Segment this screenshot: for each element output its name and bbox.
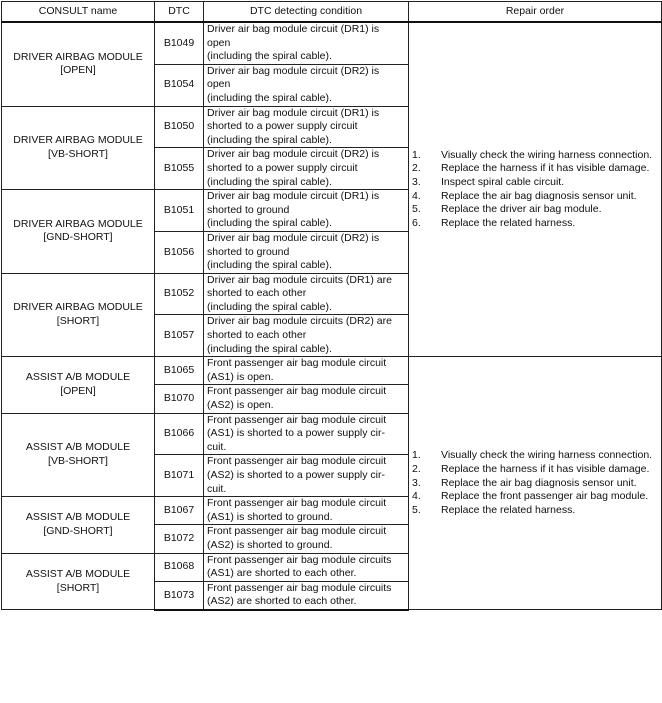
detecting-condition-cell	[204, 413, 409, 455]
condition-line: (AS1) is open.	[207, 370, 274, 383]
dtc-code-cell: B1071	[155, 455, 204, 497]
dtc-code-cell: B1051	[155, 190, 204, 232]
repair-step	[412, 463, 658, 477]
condition-line: (including the spiral cable).	[207, 259, 332, 272]
condition-line: (AS2) is open.	[207, 399, 274, 412]
condition-line: shorted to each other	[207, 287, 307, 300]
consult-name-line: DRIVER AIRBAG MODULE	[13, 217, 143, 230]
repair-step-text: Replace the harness if it has visible damage.	[441, 162, 650, 175]
repair-steps-list	[412, 449, 658, 517]
condition-line: (including the spiral cable).	[207, 342, 332, 355]
condition-line: Driver air bag module circuit (DR1) is	[207, 23, 380, 35]
repair-step-text: Replace the harness if it has visible damage.	[441, 462, 650, 475]
repair-step-number: 5.	[412, 203, 421, 216]
condition-line: (including the spiral cable).	[207, 91, 332, 104]
condition-line: (including the spiral cable).	[207, 133, 332, 146]
dtc-code-cell: B1072	[155, 525, 204, 553]
condition-line: (including the spiral cable).	[207, 50, 332, 63]
repair-step	[412, 504, 658, 518]
detecting-condition-cell	[204, 231, 409, 273]
detecting-condition-cell	[204, 357, 409, 385]
consult-name-line: [VB-SHORT]	[48, 454, 108, 467]
dtc-code-cell: B1050	[155, 106, 204, 148]
detecting-condition-cell	[204, 315, 409, 357]
consult-name-line: [OPEN]	[60, 384, 96, 397]
repair-step-number: 1.	[412, 148, 421, 161]
dtc-code-cell: B1056	[155, 231, 204, 273]
condition-line: shorted to each other	[207, 329, 307, 342]
header-consult-name: CONSULT name	[2, 2, 155, 23]
condition-line: shorted to ground	[207, 245, 290, 258]
repair-step-text: Visually check the wiring harness connection.	[441, 148, 653, 161]
consult-name-line: [VB-SHORT]	[48, 147, 108, 160]
repair-step	[412, 149, 658, 163]
detecting-condition-cell	[204, 190, 409, 232]
repair-step	[412, 217, 658, 231]
condition-line: Front passenger air bag module circuit	[207, 497, 387, 510]
condition-line: shorted to a power supply circuit	[207, 161, 358, 174]
condition-line: Driver air bag module circuit (DR2) is	[207, 231, 380, 244]
consult-name-cell	[2, 413, 155, 497]
dtc-code-cell: B1055	[155, 148, 204, 190]
condition-line: Front passenger air bag module circuits	[207, 581, 392, 594]
condition-line: Front passenger air bag module circuit	[207, 385, 387, 398]
repair-step-number: 2.	[412, 462, 421, 475]
consult-name-cell	[2, 553, 155, 610]
condition-line: (AS1) is shorted to a power supply cir-	[207, 427, 385, 440]
table-row	[2, 22, 662, 64]
repair-step	[412, 490, 658, 504]
consult-name-line: ASSIST A/B MODULE	[25, 511, 131, 524]
condition-line: open	[207, 78, 231, 91]
condition-line: Driver air bag module circuit (DR2) is	[207, 64, 380, 77]
consult-name-line: [OPEN]	[60, 64, 96, 77]
table-body	[2, 22, 662, 610]
consult-name-cell	[2, 106, 155, 190]
consult-name-cell	[2, 497, 155, 553]
condition-line: (AS2) is shorted to a power supply cir-	[207, 469, 385, 481]
dtc-code-cell: B1073	[155, 581, 204, 610]
repair-step	[412, 449, 658, 463]
condition-line: shorted to a power supply circuit	[207, 120, 358, 133]
repair-step-number: 2.	[412, 162, 421, 175]
repair-step	[412, 477, 658, 491]
condition-line: shorted to ground	[207, 203, 290, 216]
header-row	[2, 2, 662, 23]
condition-line: cuit.	[207, 482, 227, 495]
repair-step-text: Inspect spiral cable circuit.	[441, 176, 565, 189]
repair-step-text: Visually check the wiring harness connection.	[441, 449, 653, 462]
dtc-code-cell: B1054	[155, 64, 204, 106]
consult-name-cell	[2, 190, 155, 274]
repair-step	[412, 176, 658, 190]
condition-line: Driver air bag module circuit (DR2) is	[207, 148, 380, 161]
consult-name-line: DRIVER AIRBAG MODULE	[13, 134, 143, 147]
detecting-condition-cell	[204, 581, 409, 610]
header-repair-order: Repair order	[409, 2, 662, 23]
condition-line: Driver air bag module circuit (DR1) is	[207, 190, 380, 203]
dtc-code-cell: B1065	[155, 357, 204, 385]
detecting-condition-cell	[204, 385, 409, 413]
condition-line: Front passenger air bag module circuit	[207, 455, 387, 468]
consult-name-cell	[2, 357, 155, 413]
consult-name-line: [GND-SHORT]	[43, 231, 113, 244]
detecting-condition-cell	[204, 497, 409, 525]
detecting-condition-cell	[204, 106, 409, 148]
detecting-condition-cell	[204, 273, 409, 315]
condition-line: (AS2) are shorted to each other.	[207, 595, 357, 608]
repair-step-text: Replace the air bag diagnosis sensor unit.	[441, 189, 637, 202]
consult-name-line: DRIVER AIRBAG MODULE	[13, 50, 143, 63]
consult-name-cell	[2, 273, 155, 357]
consult-name-line: ASSIST A/B MODULE	[25, 371, 131, 384]
detecting-condition-cell	[204, 148, 409, 190]
consult-name-line: [SHORT]	[56, 314, 100, 327]
repair-step-text: Replace the related harness.	[441, 503, 576, 516]
dtc-code-cell: B1052	[155, 273, 204, 315]
detecting-condition-cell	[204, 22, 409, 64]
condition-line: Front passenger air bag module circuits	[207, 553, 392, 566]
repair-step-text: Replace the front passenger air bag module.	[441, 490, 649, 503]
repair-steps-list	[412, 149, 658, 231]
detecting-condition-cell	[204, 525, 409, 553]
header-dtc: DTC	[155, 2, 204, 23]
repair-step-text: Replace the driver air bag module.	[441, 203, 602, 216]
detecting-condition-cell	[204, 553, 409, 581]
consult-name-line: ASSIST A/B MODULE	[25, 567, 131, 580]
dtc-table	[1, 1, 662, 611]
condition-line: open	[207, 36, 231, 49]
condition-line: (AS1) are shorted to each other.	[207, 567, 357, 580]
repair-step-number: 5.	[412, 503, 421, 516]
repair-step-text: Replace the air bag diagnosis sensor unit.	[441, 476, 637, 489]
repair-step	[412, 162, 658, 176]
repair-step-number: 3.	[412, 176, 421, 189]
condition-line: cuit.	[207, 440, 227, 453]
repair-step-text: Replace the related harness.	[441, 216, 576, 229]
dtc-code-cell: B1066	[155, 413, 204, 455]
condition-line: (AS1) is shorted to ground.	[207, 510, 333, 523]
condition-line: Front passenger air bag module circuit	[207, 413, 387, 426]
condition-line: (including the spiral cable).	[207, 175, 332, 188]
repair-step-number: 3.	[412, 476, 421, 489]
header-condition: DTC detecting condition	[204, 2, 409, 23]
repair-order-cell	[409, 22, 662, 357]
detecting-condition-cell	[204, 64, 409, 106]
detecting-condition-cell	[204, 455, 409, 497]
condition-line: Front passenger air bag module circuit	[207, 357, 387, 370]
repair-step	[412, 203, 658, 217]
consult-name-line: [SHORT]	[56, 581, 100, 594]
condition-line: Driver air bag module circuits (DR1) are	[207, 273, 392, 286]
dtc-code-cell: B1068	[155, 553, 204, 581]
condition-line: Driver air bag module circuits (DR2) are	[207, 315, 392, 328]
consult-name-line: DRIVER AIRBAG MODULE	[13, 301, 143, 314]
dtc-code-cell: B1057	[155, 315, 204, 357]
dtc-code-cell: B1067	[155, 497, 204, 525]
repair-step-number: 4.	[412, 490, 421, 503]
condition-line: Front passenger air bag module circuit	[207, 525, 387, 538]
condition-line: (including the spiral cable).	[207, 217, 332, 230]
repair-step	[412, 190, 658, 204]
condition-line: (AS2) is shorted to ground.	[207, 538, 333, 551]
dtc-code-cell: B1049	[155, 22, 204, 64]
repair-step-number: 6.	[412, 216, 421, 229]
consult-name-line: [GND-SHORT]	[43, 524, 113, 537]
dtc-code-cell: B1070	[155, 385, 204, 413]
condition-line: Driver air bag module circuit (DR1) is	[207, 106, 380, 119]
repair-step-number: 4.	[412, 189, 421, 202]
consult-name-cell	[2, 22, 155, 106]
condition-line: (including the spiral cable).	[207, 300, 332, 313]
table-row	[2, 357, 662, 385]
repair-order-cell	[409, 357, 662, 610]
consult-name-line: ASSIST A/B MODULE	[25, 441, 131, 454]
repair-step-number: 1.	[412, 449, 421, 462]
